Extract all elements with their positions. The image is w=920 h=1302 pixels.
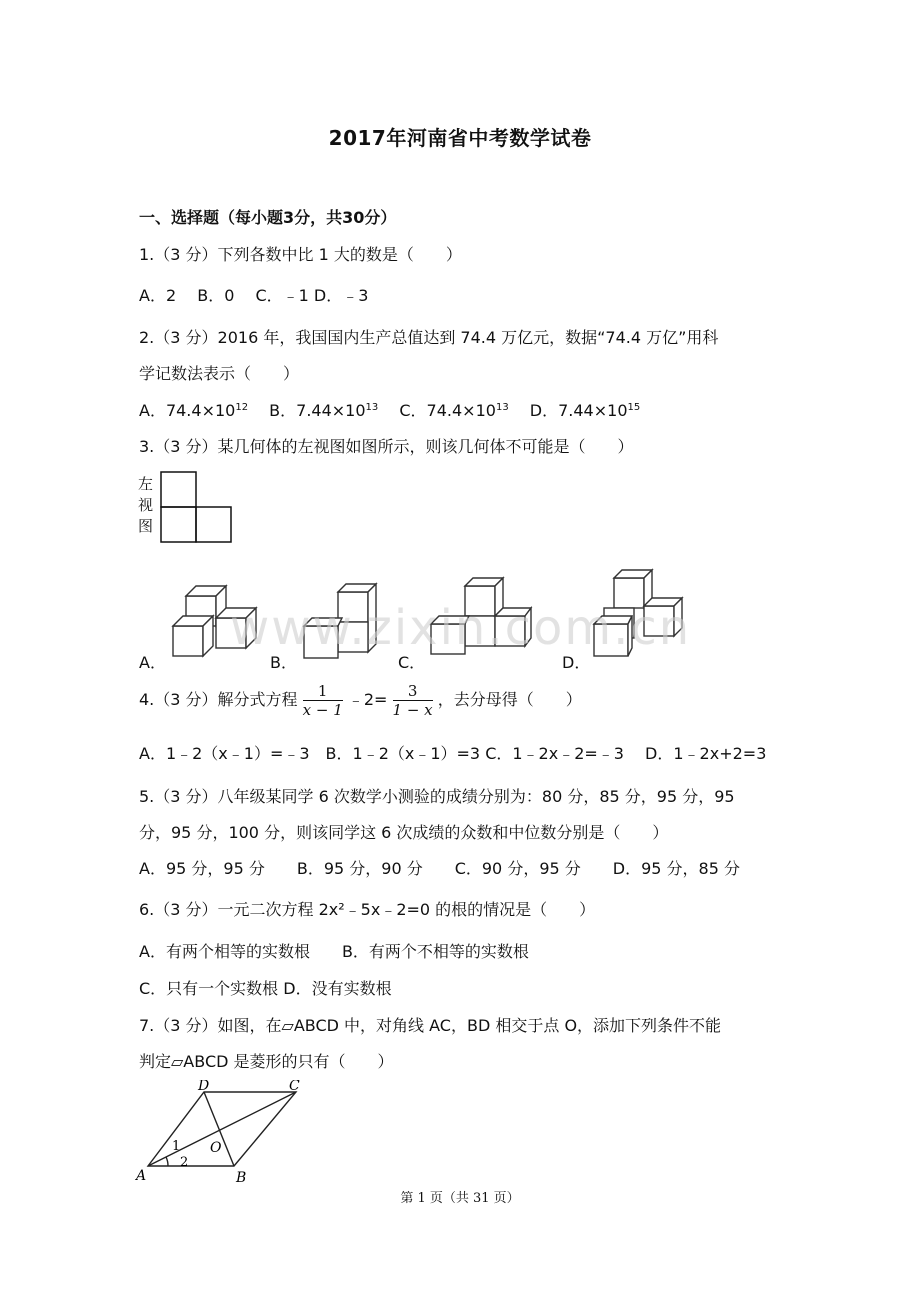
q4-frac1-numerator: 1 xyxy=(303,682,343,701)
q4-stem-post: ，去分母得（ ） xyxy=(437,690,582,709)
q7-point-label: O xyxy=(210,1140,222,1156)
q2-option-a-exp: 12 xyxy=(235,402,249,413)
section-heading: 一、选择题（每小题3分，共30分） xyxy=(139,208,397,227)
q2-option-c: C．74.4×10 xyxy=(399,401,496,420)
q7-point-label: B xyxy=(236,1170,247,1186)
q7-diagonal-ac xyxy=(148,1092,296,1166)
q3-view-label-char: 图 xyxy=(138,517,154,535)
q6-options-ab: A．有两个相等的实数根 B．有两个不相等的实数根 xyxy=(139,942,529,961)
page-footer: 第 1 页（共 31 页） xyxy=(400,1191,520,1206)
q4-stem-mid: ﹣2= xyxy=(347,690,388,709)
q3-option-d-label: D． xyxy=(562,653,591,672)
q7-point-label: A xyxy=(136,1168,147,1184)
q2-option-b: B．7.44×10 xyxy=(269,401,366,420)
q4-stem xyxy=(139,682,582,719)
q3-option-a-label: A． xyxy=(139,653,166,672)
q2-options xyxy=(139,398,640,421)
q7-angle-label: 2 xyxy=(180,1155,189,1170)
page-title: 2017年河南省中考数学试卷 xyxy=(328,126,592,150)
q4-frac2-denominator: 1 − x xyxy=(392,701,433,719)
q7-point-label: D xyxy=(198,1080,210,1094)
q7-angle-arc xyxy=(166,1157,168,1166)
q4-stem-pre: 4.（3 分）解分式方程 xyxy=(139,690,298,709)
watermark: www.zixin.com.cn xyxy=(230,600,692,656)
q3-view-label-char: 左 xyxy=(138,475,154,493)
q3-left-view-figure xyxy=(158,470,234,544)
q5-options: A．95 分，95 分 B．95 分，90 分 C．90 分，95 分 D．95 分，85 分 xyxy=(139,859,740,878)
q2-stem-line2: 学记数法表示（ ） xyxy=(139,364,300,383)
q4-fraction-2 xyxy=(393,682,433,719)
q7-point-label: C xyxy=(289,1080,300,1094)
q3-option-b-label: B． xyxy=(270,653,297,672)
q6-stem: 6.（3 分）一元二次方程 2x²﹣5x﹣2=0 的根的情况是（ ） xyxy=(139,900,596,919)
q7-parallelogram-figure xyxy=(134,1080,314,1188)
q7-angle-label: 1 xyxy=(172,1139,181,1154)
q3-view-label-char: 视 xyxy=(138,496,154,514)
q7-stem-line1: 7.（3 分）如图，在▱ABCD 中，对角线 AC，BD 相交于点 O，添加下列条件不能 xyxy=(139,1016,722,1035)
q1-stem: 1.（3 分）下列各数中比 1 大的数是（ ） xyxy=(139,245,462,264)
q2-option-d-exp: 15 xyxy=(627,402,641,413)
q5-stem-line2: 分，95 分，100 分，则该同学这 6 次成绩的众数和中位数分别是（ ） xyxy=(139,823,669,842)
q4-frac2-numerator: 3 xyxy=(393,682,433,701)
q1-options: A．2 B．0 C．﹣1 D．﹣3 xyxy=(139,286,369,305)
q3-left-view-label xyxy=(138,474,153,537)
q4-options: A．1﹣2（x﹣1）=﹣3 B．1﹣2（x﹣1）=3 C．1﹣2x﹣2=﹣3 D．1﹣2x+2=3 xyxy=(139,744,767,763)
q3-stem: 3.（3 分）某几何体的左视图如图所示，则该几何体不可能是（ ） xyxy=(139,437,634,456)
q2-option-c-exp: 13 xyxy=(495,402,509,413)
q2-option-a: A．74.4×10 xyxy=(139,401,236,420)
q4-fraction-1 xyxy=(303,682,343,719)
q6-options-cd: C．只有一个实数根 D．没有实数根 xyxy=(139,979,392,998)
q2-option-b-exp: 13 xyxy=(365,402,379,413)
q4-frac1-denominator: x − 1 xyxy=(302,701,343,719)
q2-option-d: D．7.44×10 xyxy=(529,401,628,420)
q5-stem-line1: 5.（3 分）八年级某同学 6 次数学小测验的成绩分别为：80 分，85 分，95 分，95 xyxy=(139,787,735,806)
q2-stem-line1: 2.（3 分）2016 年，我国国内生产总值达到 74.4 万亿元，数据“74.4 万亿”用科 xyxy=(139,328,719,347)
q7-stem-line2: 判定▱ABCD 是菱形的只有（ ） xyxy=(139,1052,394,1071)
q3-option-c-label: C． xyxy=(398,653,426,672)
